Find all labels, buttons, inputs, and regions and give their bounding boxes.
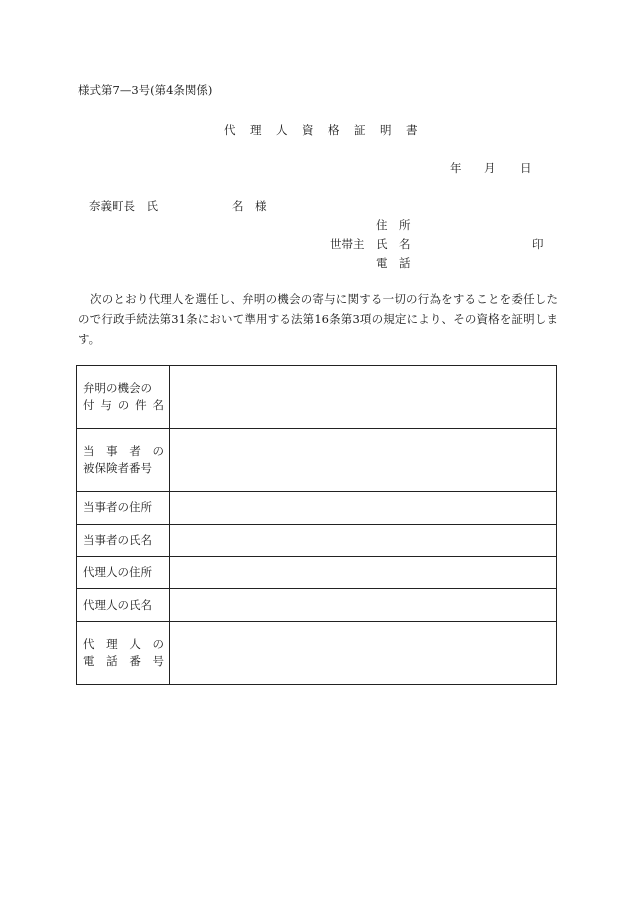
row-label-line1: 代理人の住所 — [83, 565, 152, 580]
requester-address-label: 住 所 — [376, 218, 411, 232]
row-label — [77, 621, 170, 684]
row-label — [77, 366, 170, 429]
title-char: 理 — [250, 123, 262, 137]
row-label-line1: 代 理 人 の — [83, 636, 164, 651]
row-label — [77, 557, 170, 589]
table-row — [77, 492, 557, 524]
title-char: 明 — [380, 123, 392, 137]
table-row — [77, 589, 557, 621]
table-row — [77, 557, 557, 589]
row-value-field[interactable] — [170, 524, 557, 556]
row-label — [77, 524, 170, 556]
info-table — [76, 365, 557, 685]
row-value-field[interactable] — [170, 557, 557, 589]
title-char: 格 — [328, 123, 340, 137]
row-label-line1: 当 事 者 の — [83, 444, 164, 459]
title-char: 証 — [354, 123, 366, 137]
addressee-honorific: 名 様 — [232, 199, 267, 213]
seal-label: 印 — [532, 237, 544, 251]
row-label-line1: 当事者の住所 — [83, 500, 152, 515]
row-label — [77, 429, 170, 492]
table-row — [77, 621, 557, 684]
title-char: 代 — [224, 123, 236, 137]
form-number: 様式第7—3号(第4条関係) — [78, 83, 213, 97]
requester-name-label: 氏 名 — [376, 237, 411, 251]
body-paragraph: 次のとおり代理人を選任し、弁明の機会の寄与に関する一切の行為をすることを委任したので行政手続法第31条において準用する法第16条第3項の規定により、その資格を証明します。 — [78, 292, 558, 346]
requester-phone-label: 電 話 — [376, 256, 411, 270]
row-label-line1: 弁明の機会の — [83, 381, 152, 396]
table-row — [77, 366, 557, 429]
title-char: 書 — [406, 123, 418, 137]
table-row — [77, 429, 557, 492]
row-label-line2: 付 与 の 件 名 — [83, 398, 164, 413]
title-char: 資 — [302, 123, 314, 137]
row-label-line1: 当事者の氏名 — [83, 532, 152, 547]
date-day-label: 日 — [520, 161, 532, 175]
requester-head-label: 世帯主 — [330, 237, 365, 251]
row-label-line2: 被保険者番号 — [83, 461, 152, 476]
row-label — [77, 492, 170, 524]
row-label — [77, 589, 170, 621]
table-row — [77, 524, 557, 556]
date-month-label: 月 — [484, 161, 496, 175]
row-label-line1: 代理人の氏名 — [83, 597, 152, 612]
document-title — [224, 122, 418, 138]
title-char: 人 — [276, 123, 288, 137]
row-value-field[interactable] — [170, 589, 557, 621]
row-value-field[interactable] — [170, 492, 557, 524]
row-value-field[interactable] — [170, 429, 557, 492]
row-value-field[interactable] — [170, 621, 557, 684]
row-value-field[interactable] — [170, 366, 557, 429]
date-year-label: 年 — [450, 161, 462, 175]
row-label-line2: 電 話 番 号 — [83, 653, 164, 668]
addressee-recipient: 奈義町長 氏 — [89, 199, 158, 213]
